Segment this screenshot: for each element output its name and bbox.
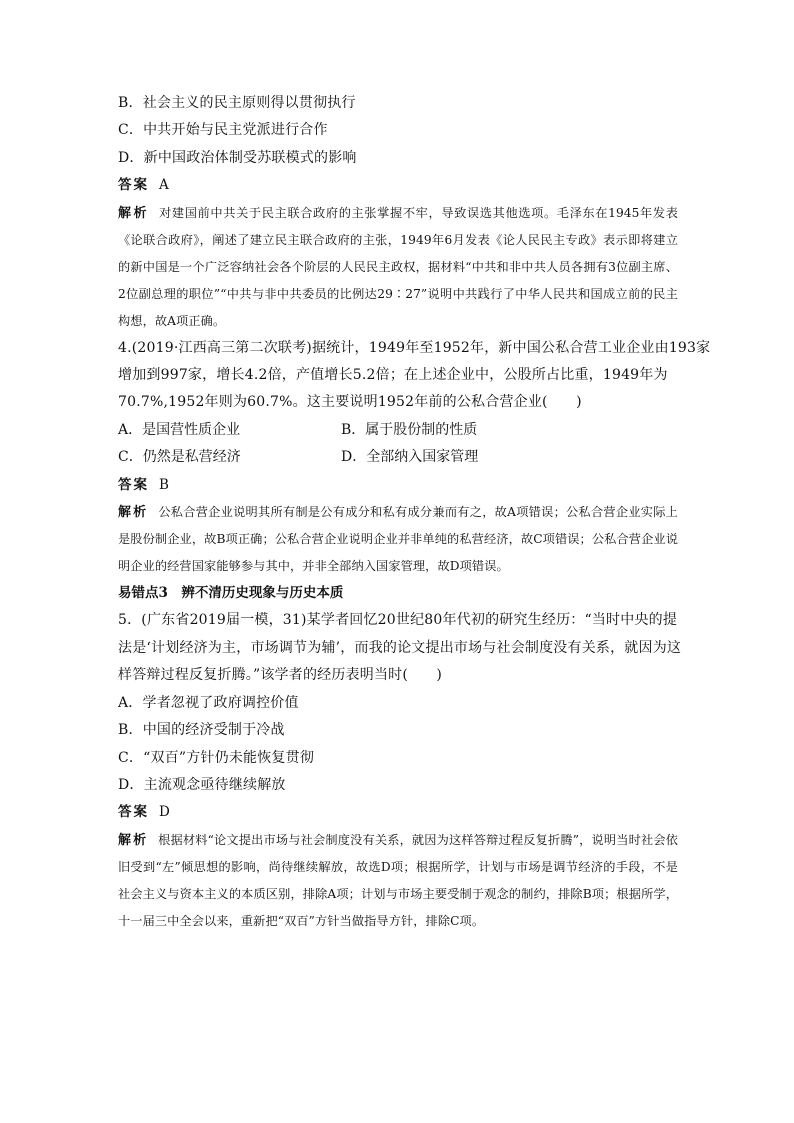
option-c: C．“双百”方针仍未能恢复贯彻 xyxy=(118,749,315,766)
answer-line xyxy=(118,799,678,826)
option-c: C．中共开始与民主党派进行合作 xyxy=(118,122,328,139)
question-stem-line: 5．(广东省2019届一模，31)某学者回忆20世纪80年代初的研究生经历：“当时中央的提 xyxy=(118,612,678,629)
question4 xyxy=(118,335,711,580)
option-c: C．仍然是私营经济 xyxy=(118,449,241,466)
answer-value: D xyxy=(159,804,170,821)
options-row xyxy=(118,417,678,444)
question-stem-line: 4.(2019·江西高三第二次联考)据统计，1949年至1952年，新中国公私合营工业企业由193家 xyxy=(118,339,711,356)
explanation-text: 根据材料“论文提出市场与社会制度没有关系，就因为这样答辩过程反复折腾”，说明当时社会依旧受到“左”倾思想的影响，尚待继续解放，故选D项；根据所学，计划与市场是调节经济的手段，不是社会主义与资本主义的本质区别，排除A项；计划与市场主要受制于观念的制约，排除B项；根据所学，十一届三中全会以来，重新把“双百”方针当做指导方针，排除C项。 xyxy=(118,832,678,928)
option-d: D．新中国政治体制受苏联模式的影响 xyxy=(118,149,357,166)
question-stem-line: 法是‘计划经济为主，市场调节为辅’，而我的论文提出市场与社会制度没有关系，就因为这 xyxy=(118,639,682,656)
option-b: B．属于股份制的性质 xyxy=(341,421,478,438)
explanation-paragraph xyxy=(118,200,678,335)
section-heading: 易错点3 辨不清历史现象与历史本质 xyxy=(118,585,344,602)
option-a: A．是国营性质企业 xyxy=(118,421,241,438)
option-a: A．学者忽视了政府调控价值 xyxy=(118,694,299,711)
question3-tail xyxy=(118,90,678,335)
answer-value: B xyxy=(159,476,169,493)
explanation-paragraph xyxy=(118,499,678,580)
explanation-label: 解析 xyxy=(118,832,149,848)
answer-label: 答案 xyxy=(118,476,149,493)
option-d: D．全部纳入国家管理 xyxy=(341,449,479,466)
answer-label: 答案 xyxy=(118,804,149,821)
explanation-label: 解析 xyxy=(118,505,149,521)
explanation-paragraph xyxy=(118,827,678,935)
explanation-text: 对建国前中共关于民主联合政府的主张掌握不牢，导致误选其他选项。毛泽东在1945年发表《论联合政府》，阐述了建立民主联合政府的主张，1949年6月发表《论人民民主专政》表示即将建立的新中国是一个广泛容纳社会各个阶层的人民民主政权，据材料“中共和非中共人员各拥有3位副主席、2位副总理的职位”“中共与非中共委员的比例达29∶27”说明中共践行了中华人民共和国成立前的民主构想，故A项正确。 xyxy=(118,205,678,328)
option-d: D．主流观念亟待继续解放 xyxy=(118,776,286,793)
option-b: B．中国的经济受制于冷战 xyxy=(118,722,285,739)
explanation-label: 解析 xyxy=(118,205,150,221)
answer-label: 答案 xyxy=(118,177,149,194)
options-row xyxy=(118,444,678,471)
question-stem-line: 增加到997家，增长4.2倍，产值增长5.2倍；在上述企业中，公股所占比重，1949年为 xyxy=(118,367,668,384)
answer-line xyxy=(118,472,678,499)
option-b: B．社会主义的民主原则得以贯彻执行 xyxy=(118,95,356,111)
answer-line xyxy=(118,172,678,199)
question-stem-line: 样答辩过程反复折腾。”该学者的经历表明当时( ) xyxy=(118,667,443,684)
question-stem-line: 70.7%,1952年则为60.7%。这主要说明1952年前的公私合营企业( ) xyxy=(118,394,582,411)
question5 xyxy=(118,607,682,934)
explanation-text: 公私合营企业说明其所有制是公有成分和私有成分兼而有之，故A项错误；公私合营企业实际上是股份制企业，故B项正确；公私合营企业说明企业并非单纯的私营经济，故C项错误；公私合营企业说明企业的经营国家能够参与其中，并非全部纳入国家管理，故D项错误。 xyxy=(118,505,678,574)
answer-value: A xyxy=(159,177,169,194)
document-page xyxy=(118,90,711,935)
